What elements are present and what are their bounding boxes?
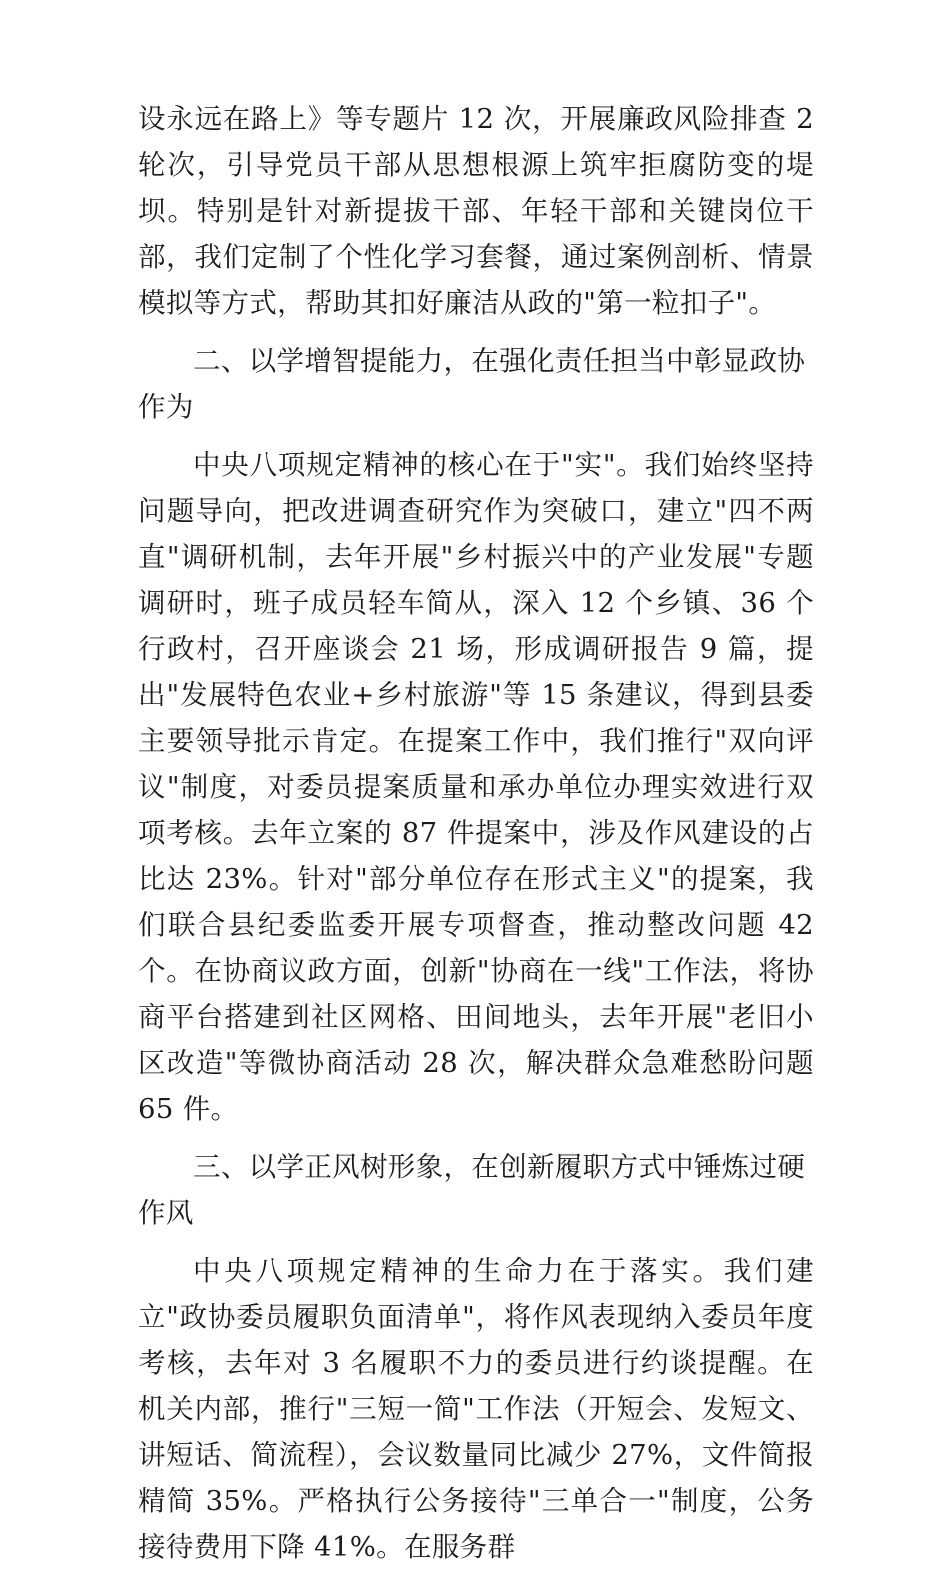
spacer: [138, 1132, 814, 1144]
heading-section-three: 三、以学正风树形象，在创新履职方式中锤炼过硬作风: [138, 1151, 806, 1229]
paragraph-section-two-body: 中央八项规定精神的核心在于"实"。我们始终坚持问题导向，把改进调查研究作为突破口，建立"四不两直"调研机制，去年开展"乡村振兴中的产业发展"专题调研时，班子成员轻车简从，深入 12 个乡镇、36 个行政村，召开座谈会 21 场，形成调研报告 9 篇，提出"发展特色农业+乡村旅游"等 15 条建议，得到县委主要领导批示肯定。在提案工作中，我们推行"双向评议"制度，对委员提案质量和承办单位办理实效进行双项考核。去年立案的 87 件提案中，涉及作风建设的占比达 23%。针对"部分单位存在形式主义"的提案，我们联合县纪委监委开展专项督查，推动整改问题 42 个。在协商议政方面，创新"协商在一线"工作法，将协商平台搭建到社区网格、田间地头，去年开展"老旧小区改造"等微协商活动 28 次，解决群众急难愁盼问题 65 件。: [138, 449, 814, 1125]
spacer: [138, 1236, 814, 1248]
paragraph-section-three-body: 中央八项规定精神的生命力在于落实。我们建立"政协委员履职负面清单"，将作风表现纳入委员年度考核，去年对 3 名履职不力的委员进行约谈提醒。在机关内部，推行"三短一简"工作法（开短会、发短文、讲短话、简流程），会议数量同比减少 27%，文件简报精简 35%。严格执行公务接待"三单合一"制度，公务接待费用下降 41%。在服务群: [138, 1255, 814, 1563]
spacer: [138, 326, 814, 338]
paragraph-section-one-continuation: 设永远在路上》等专题片 12 次，开展廉政风险排查 2 轮次，引导党员干部从思想根源上筑牢拒腐防变的堤坝。特别是针对新提拔干部、年轻干部和关键岗位干部，我们定制了个性化学习套餐，通过案例剖析、情景模拟等方式，帮助其扣好廉洁从政的"第一粒扣子"。: [138, 103, 814, 319]
heading-section-two: 二、以学增智提能力，在强化责任担当中彰显政协作为: [138, 345, 806, 423]
spacer: [138, 430, 814, 442]
document-text-column: [138, 96, 814, 1570]
